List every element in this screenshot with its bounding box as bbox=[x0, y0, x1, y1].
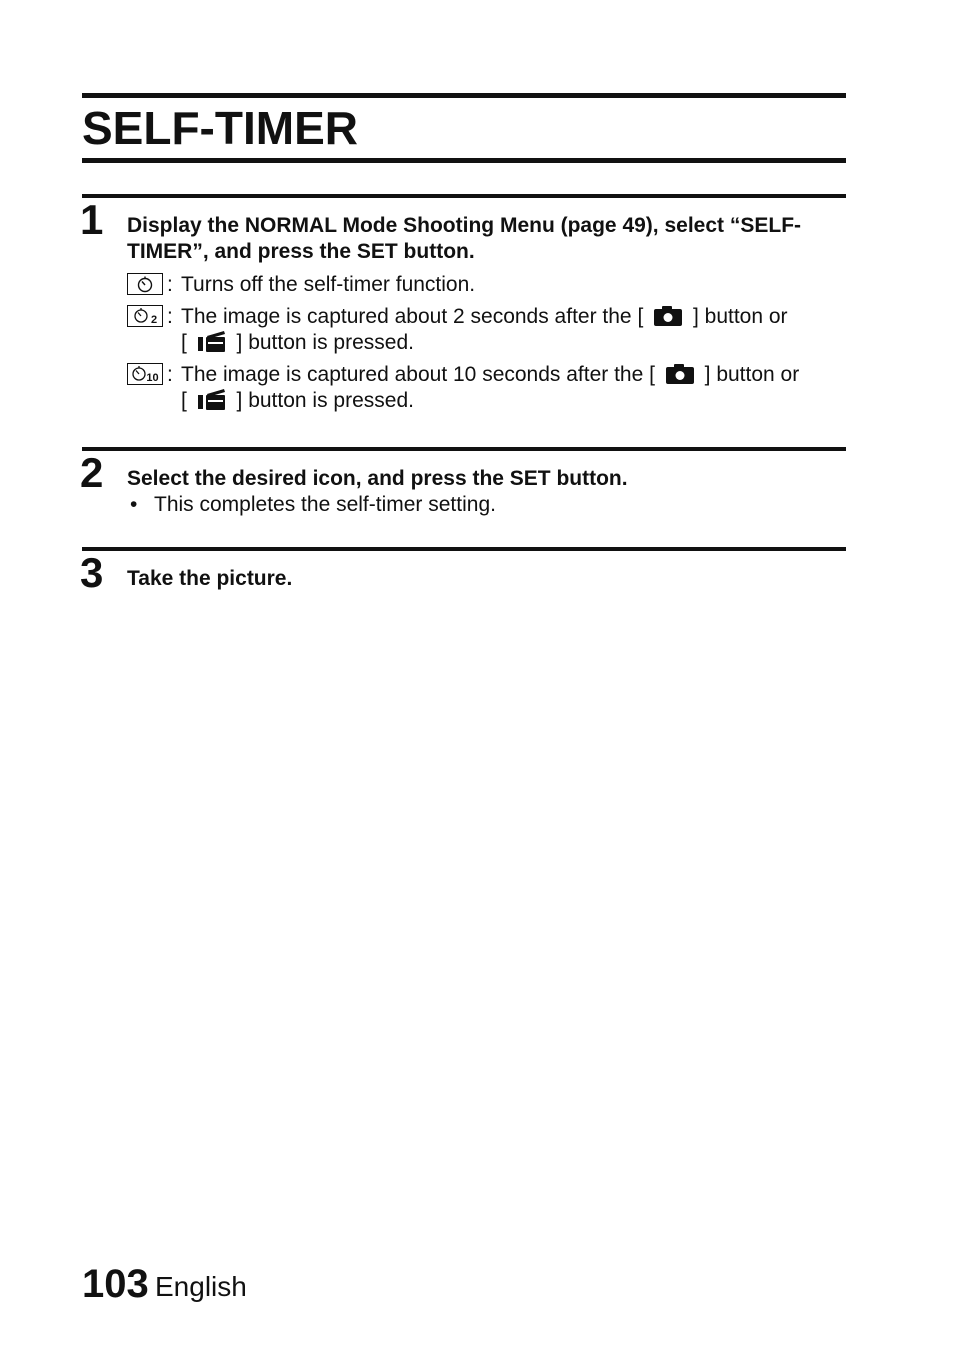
option-2s-text bbox=[181, 304, 861, 330]
option-2s-line2-a: [ bbox=[181, 331, 187, 354]
step-3-rule bbox=[82, 547, 846, 551]
step-2-bullet bbox=[130, 492, 496, 518]
option-10s-line2-a: [ bbox=[181, 389, 187, 412]
movie-camera-icon bbox=[197, 389, 227, 411]
step-1-number: 1 bbox=[80, 196, 104, 243]
self-timer-2s-icon bbox=[127, 305, 163, 327]
step-1-heading-line1: Display the NORMAL Mode Shooting Menu (page 49), select “SELF- bbox=[127, 214, 802, 237]
title-rule-bottom bbox=[82, 158, 846, 163]
option-10s-line2-b: ] button is pressed. bbox=[236, 389, 414, 412]
option-2s-text-a: The image is captured about 2 seconds after the [ bbox=[181, 305, 644, 328]
colon: : bbox=[167, 273, 173, 296]
step-1-heading-line2: TIMER”, and press the SET button. bbox=[127, 240, 475, 263]
option-off-description: Turns off the self-timer function. bbox=[181, 273, 476, 296]
page-language: English bbox=[155, 1271, 247, 1302]
page-number: 103 bbox=[82, 1262, 149, 1306]
colon: : bbox=[167, 363, 173, 386]
title-rule-top bbox=[82, 93, 846, 98]
step-3-number: 3 bbox=[80, 549, 104, 596]
option-10s-line2 bbox=[181, 388, 414, 414]
self-timer-10s-icon bbox=[127, 363, 163, 385]
step-3-heading: Take the picture. bbox=[127, 567, 293, 590]
option-10s-text-b: ] button or bbox=[704, 363, 800, 386]
step-1-heading bbox=[127, 213, 849, 265]
step-2-number: 2 bbox=[80, 449, 104, 496]
camera-icon bbox=[653, 305, 683, 327]
self-timer-off-icon bbox=[127, 273, 163, 295]
step-2-heading: Select the desired icon, and press the SET button. bbox=[127, 467, 628, 490]
movie-camera-icon bbox=[197, 331, 227, 353]
option-2s-line2-b: ] button is pressed. bbox=[236, 331, 414, 354]
option-10s-text-a: The image is captured about 10 seconds after the [ bbox=[181, 363, 655, 386]
option-10s-text bbox=[181, 362, 861, 388]
bullet-mark: • bbox=[130, 493, 138, 516]
step-2-bullet-text: This completes the self-timer setting. bbox=[154, 493, 496, 516]
camera-icon bbox=[665, 363, 695, 385]
colon: : bbox=[167, 305, 173, 328]
step-1-rule bbox=[82, 194, 846, 198]
option-2s-text-b: ] button or bbox=[692, 305, 788, 328]
self-timer-2s-subscript: 2 bbox=[150, 314, 158, 326]
option-off-text bbox=[181, 272, 861, 298]
self-timer-10s-subscript: 10 bbox=[146, 372, 159, 384]
page-title: SELF-TIMER bbox=[82, 102, 358, 154]
step-2-rule bbox=[82, 447, 846, 451]
option-2s-line2 bbox=[181, 330, 414, 356]
